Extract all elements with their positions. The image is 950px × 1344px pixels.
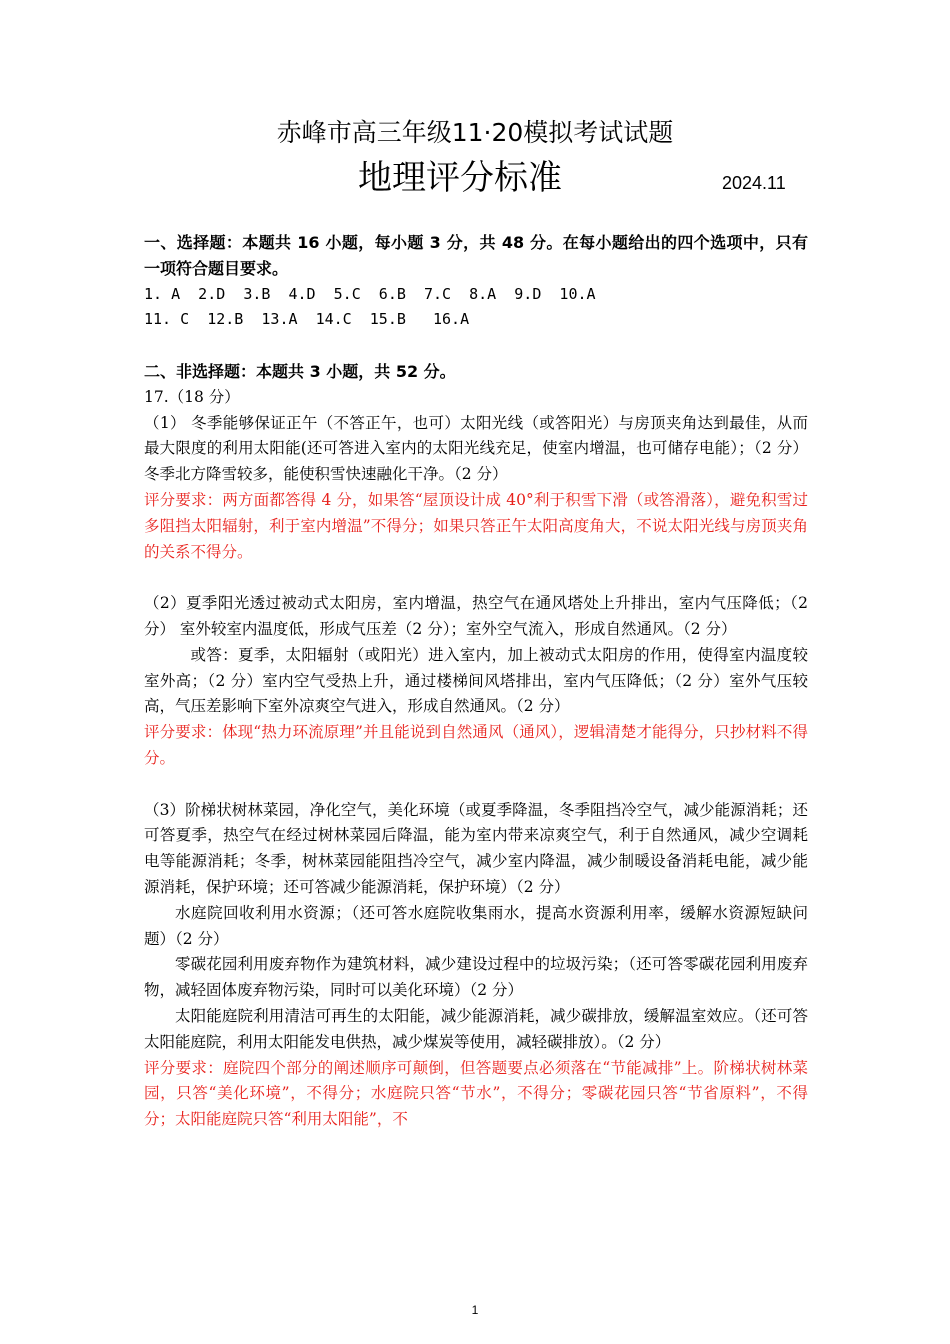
q17-part3-water-courtyard: 水庭院回收利用水资源；（还可答水庭院收集雨水，提高水资源利用率，缓解水资源短缺问题）（2 分） xyxy=(144,903,808,948)
q17-part2-alt-answer: 或答：夏季，太阳辐射（或阳光）进入室内，加上被动式太阳房的作用，使得室内温度较室外高；（2 分）室内空气受热上升，通过楼梯间风塔排出，室内气压降低；（2 分）室外气压较高，气压差影响下室外凉爽空气进入，形成自然通风。（2 分） xyxy=(144,645,808,716)
spacer xyxy=(144,565,808,591)
question-17-label: 17.（18 分） xyxy=(144,387,240,406)
page-number: 1 xyxy=(471,1303,479,1317)
q17-part2-answer: （2）夏季阳光透过被动式太阳房，室内增温，热空气在通风塔处上升排出，室内气压降低；（2 分） 室外较室内温度低，形成气压差（2 分）；室外空气流入，形成自然通风。（2 分） xyxy=(144,594,808,638)
q17-part3-zero-carbon-garden: 零碳花园利用废弃物作为建筑材料，减少建设过程中的垃圾污染；（还可答零碳花园利用废弃物，减轻固体废弃物污染，同时可以美化环境）（2 分） xyxy=(144,955,808,1000)
document-title: 地理评分标准 xyxy=(358,158,562,198)
q17-part3-solar-courtyard: 太阳能庭院利用清洁可再生的太阳能，减少能源消耗，减少碳排放，缓解温室效应。（还可答太阳能庭院，利用太阳能发电供热，减少煤炭等使用，减轻碳排放）。（2 分） xyxy=(144,1006,808,1051)
q17-part3-scoring: 评分要求：庭院四个部分的阐述顺序可颠倒，但答题要点必须落在“节能减排”上。阶梯状树林菜园，只答“美化环境”，不得分；水庭院只答“节水”，不得分；零碳花园只答“节省原料”，不得分；太阳能庭院只答“利用太阳能”，不 xyxy=(144,1058,808,1129)
section2-heading: 二、非选择题：本题共 3 小题，共 52 分。 xyxy=(144,361,456,381)
exam-title: 赤峰市高三年级11·20模拟考试试题 xyxy=(276,118,674,147)
q17-part2-scoring: 评分要求：体现“热力环流原理”并且能说到自然通风（通风），逻辑清楚才能得分，只抄材料不得分。 xyxy=(144,723,808,767)
document-body xyxy=(144,230,808,1133)
answer-key-line-1: 1. A 2.D 3.B 4.D 5.C 6.B 7.C 8.A 9.D 10.A xyxy=(144,284,596,303)
q17-part1-scoring: 评分要求：两方面都答得 4 分，如果答“屋顶设计成 40°利于积雪下滑（或答滑落），避免积雪过多阻挡太阳辐射，利于室内增温”不得分；如果只答正午太阳高度角大，不说太阳光线与房顶夹角的关系不得分。 xyxy=(144,490,808,561)
q17-part1-answer: （1） 冬季能够保证正午（不答正午，也可）太阳光线（或答阳光）与房顶夹角达到最佳，从而最大限度的利用太阳能(还可答进入室内的太阳光线充足，使室内增温，也可储存电能）；（2 分）冬季北方降雪较多，能使积雪快速融化干净。（2 分） xyxy=(144,413,808,484)
spacer xyxy=(144,333,808,359)
document-date: 2024.11 xyxy=(722,173,786,193)
answer-key-line-2: 11. C 12.B 13.A 14.C 15.B 16.A xyxy=(144,310,470,329)
section1-heading: 一、选择题：本题共 16 小题，每小题 3 分，共 48 分。在每小题给出的四个选项中，只有一项符合题目要求。 xyxy=(144,233,808,278)
spacer xyxy=(144,772,808,798)
q17-part3-answer: （3）阶梯状树林菜园，净化空气，美化环境（或夏季降温，冬季阻挡冷空气，减少能源消耗；还可答夏季，热空气在经过树林菜园后降温，能为室内带来凉爽空气，利于自然通风，减少空调耗电等能源消耗；冬季，树林菜园能阻挡冷空气，减少室内降温，减少制暖设备消耗电能，减少能源消耗，保护环境；还可答减少能源消耗，保护环境）（2 分） xyxy=(144,800,808,896)
